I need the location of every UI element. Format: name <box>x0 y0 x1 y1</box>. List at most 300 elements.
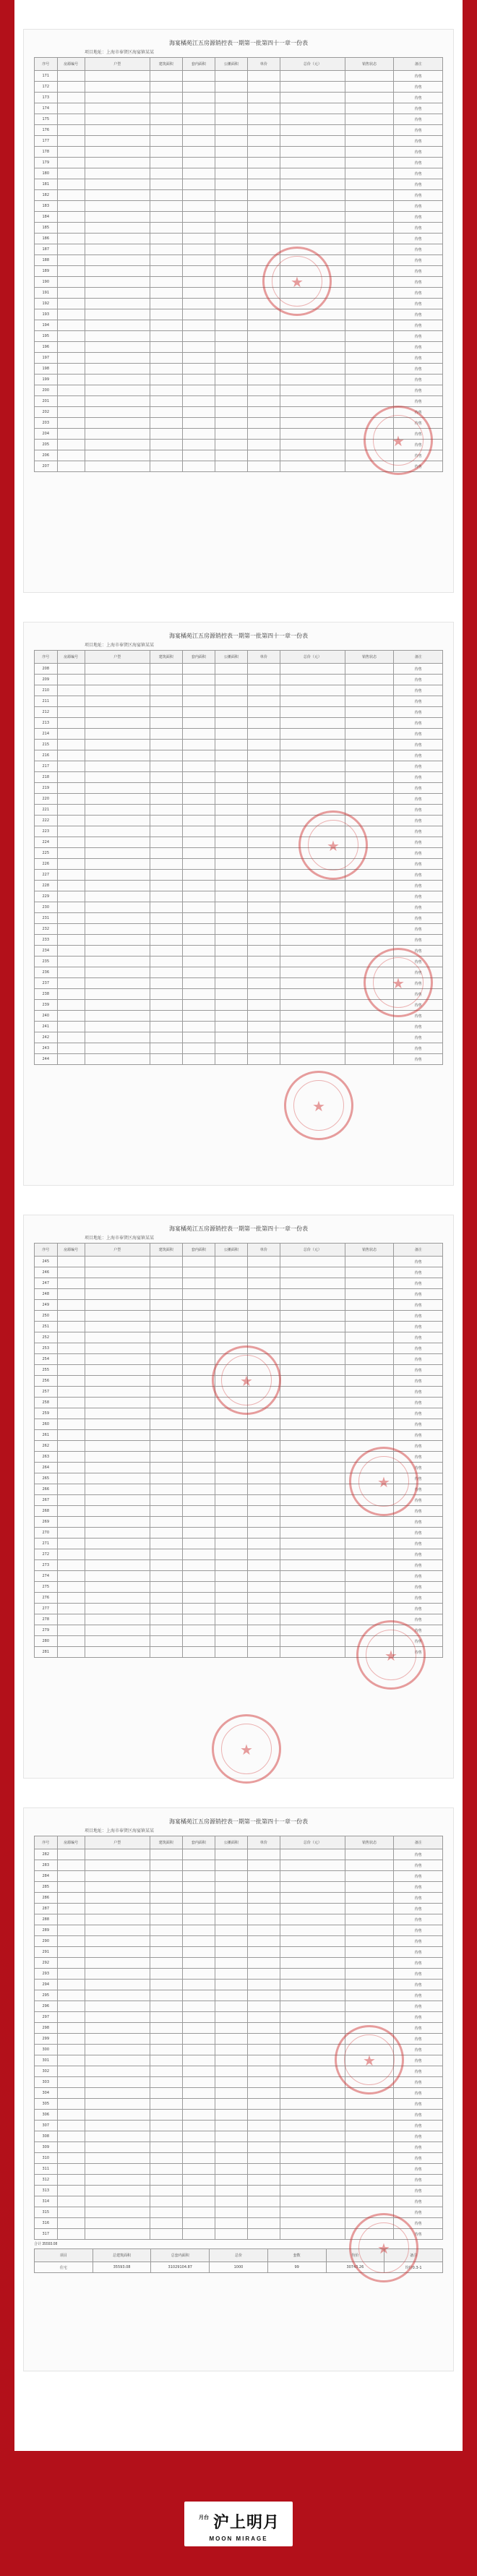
column-header: 销售状态 <box>345 1244 394 1257</box>
table-cell: 待售 <box>394 1539 443 1549</box>
table-cell <box>150 461 182 472</box>
table-cell <box>182 299 215 309</box>
table-cell <box>280 1958 345 1969</box>
table-cell <box>182 288 215 299</box>
table-row <box>35 848 443 859</box>
table-cell <box>280 1871 345 1882</box>
table-cell <box>345 1593 394 1604</box>
table-cell <box>57 1990 85 2001</box>
table-cell <box>85 1969 150 1980</box>
table-cell <box>57 1387 85 1398</box>
table-cell <box>345 2218 394 2229</box>
table-cell <box>247 1549 280 1560</box>
table-cell: 待售 <box>394 2229 443 2240</box>
table-cell <box>182 1473 215 1484</box>
table-cell <box>215 2110 247 2121</box>
table-cell <box>345 440 394 450</box>
table-cell <box>215 1000 247 1011</box>
table-row <box>35 1593 443 1604</box>
table-cell <box>247 859 280 870</box>
total-line: 合计 35593.08 <box>34 2242 58 2246</box>
table-cell <box>182 2153 215 2164</box>
table-cell: 待售 <box>394 1560 443 1571</box>
table-cell <box>85 2034 150 2045</box>
table-cell: 263 <box>35 1452 58 1463</box>
table-cell: 待售 <box>394 1904 443 1914</box>
table-cell <box>150 902 182 913</box>
table-cell: 248 <box>35 1289 58 1300</box>
table-cell: 292 <box>35 1958 58 1969</box>
table-cell <box>280 675 345 685</box>
table-cell <box>247 1593 280 1604</box>
table-cell <box>150 1980 182 1990</box>
table-cell <box>150 375 182 385</box>
table-cell <box>182 2066 215 2077</box>
table-cell <box>150 2142 182 2153</box>
table-row <box>35 826 443 837</box>
summary-cell: 30743.26 <box>326 2262 384 2273</box>
table-cell <box>150 1849 182 1860</box>
table-cell <box>57 2131 85 2142</box>
table-cell <box>345 461 394 472</box>
table-cell <box>182 2045 215 2055</box>
table-cell <box>345 913 394 924</box>
table-cell <box>215 396 247 407</box>
table-cell <box>85 1893 150 1904</box>
table-cell <box>280 147 345 158</box>
table-cell <box>57 1571 85 1582</box>
table-row <box>35 255 443 266</box>
table-cell <box>247 1990 280 2001</box>
table-cell <box>345 136 394 147</box>
table-cell: 待售 <box>394 2142 443 2153</box>
table-cell <box>345 1343 394 1354</box>
table-cell <box>345 1022 394 1032</box>
table-cell <box>57 1354 85 1365</box>
table-cell <box>280 2186 345 2196</box>
table-cell <box>215 320 247 331</box>
table-cell <box>247 2142 280 2153</box>
table-cell <box>247 255 280 266</box>
table-cell <box>85 223 150 234</box>
table-cell <box>247 1506 280 1517</box>
table-cell <box>150 234 182 244</box>
table-cell <box>345 729 394 740</box>
table-cell: 待售 <box>394 1506 443 1517</box>
table-row <box>35 244 443 255</box>
table-cell: 待售 <box>394 772 443 783</box>
table-cell <box>150 2110 182 2121</box>
table-row <box>35 136 443 147</box>
table-cell: 285 <box>35 1882 58 1893</box>
table-cell <box>57 696 85 707</box>
table-cell: 待售 <box>394 783 443 794</box>
table-cell <box>150 1463 182 1473</box>
table-cell <box>247 1604 280 1614</box>
table-cell: 待售 <box>394 1257 443 1267</box>
table-cell: 307 <box>35 2121 58 2131</box>
table-row <box>35 2153 443 2164</box>
table-cell <box>215 1506 247 1517</box>
table-cell <box>150 2023 182 2034</box>
table-row <box>35 740 443 750</box>
table-cell <box>85 244 150 255</box>
table-cell <box>247 1257 280 1267</box>
table-cell <box>57 1936 85 1947</box>
table-cell: 待售 <box>394 2088 443 2099</box>
table-cell <box>215 826 247 837</box>
table-cell <box>85 2110 150 2121</box>
table-row <box>35 2055 443 2066</box>
table-cell <box>182 1604 215 1614</box>
table-row <box>35 2066 443 2077</box>
table-cell <box>247 1054 280 1065</box>
table-cell <box>345 147 394 158</box>
table-cell <box>150 729 182 740</box>
table-cell <box>85 2196 150 2207</box>
table-cell: 待售 <box>394 1549 443 1560</box>
table-cell <box>345 1376 394 1387</box>
table-row <box>35 2045 443 2055</box>
table-cell <box>345 935 394 946</box>
table-cell <box>57 848 85 859</box>
table-row <box>35 1958 443 1969</box>
register-table <box>34 1836 443 2240</box>
table-cell <box>182 2012 215 2023</box>
table-cell: 243 <box>35 1043 58 1054</box>
table-cell <box>215 1560 247 1571</box>
table-cell: 待售 <box>394 1947 443 1958</box>
table-row <box>35 772 443 783</box>
table-cell <box>182 1506 215 1517</box>
table-cell: 待售 <box>394 429 443 440</box>
table-row <box>35 913 443 924</box>
table-cell: 201 <box>35 396 58 407</box>
table-cell: 250 <box>35 1311 58 1322</box>
table-cell <box>182 168 215 179</box>
table-row <box>35 881 443 891</box>
table-cell <box>85 1936 150 1947</box>
table-cell <box>280 989 345 1000</box>
table-cell <box>57 255 85 266</box>
table-cell <box>182 891 215 902</box>
table-cell <box>57 331 85 342</box>
table-cell <box>280 418 345 429</box>
table-cell <box>85 859 150 870</box>
table-cell <box>182 385 215 396</box>
table-cell: 待售 <box>394 1860 443 1871</box>
table-cell <box>345 2142 394 2153</box>
table-cell <box>182 1300 215 1311</box>
table-cell <box>182 1022 215 1032</box>
table-cell <box>247 179 280 190</box>
table-cell <box>182 2164 215 2175</box>
table-cell <box>247 375 280 385</box>
table-cell <box>247 299 280 309</box>
table-cell <box>150 1914 182 1925</box>
table-cell: 215 <box>35 740 58 750</box>
table-cell <box>247 158 280 168</box>
table-cell <box>150 1947 182 1958</box>
table-cell <box>280 2034 345 2045</box>
table-cell <box>215 816 247 826</box>
table-cell <box>85 1441 150 1452</box>
table-cell <box>345 450 394 461</box>
table-cell: 294 <box>35 1980 58 1990</box>
table-cell: 待售 <box>394 750 443 761</box>
table-cell <box>215 2153 247 2164</box>
table-cell <box>150 244 182 255</box>
table-cell <box>247 1343 280 1354</box>
table-row <box>35 2196 443 2207</box>
table-cell <box>247 1625 280 1636</box>
table-cell <box>247 1914 280 1925</box>
table-cell <box>345 1871 394 1882</box>
table-cell <box>57 299 85 309</box>
table-cell <box>57 1517 85 1528</box>
table-cell: 247 <box>35 1278 58 1289</box>
table-cell <box>345 125 394 136</box>
table-cell <box>345 1904 394 1914</box>
table-cell <box>280 870 345 881</box>
table-cell <box>182 1914 215 1925</box>
table-cell <box>345 1990 394 2001</box>
table-cell <box>247 1871 280 1882</box>
table-cell <box>85 114 150 125</box>
table-cell <box>345 1484 394 1495</box>
register-table <box>34 650 443 1065</box>
table-cell <box>247 93 280 103</box>
table-cell <box>150 1528 182 1539</box>
table-cell <box>247 1452 280 1463</box>
table-row <box>35 1614 443 1625</box>
table-cell: 待售 <box>394 1000 443 1011</box>
table-cell <box>182 1936 215 1947</box>
table-cell <box>345 234 394 244</box>
table-cell <box>182 2186 215 2196</box>
table-cell <box>57 2121 85 2131</box>
table-cell <box>247 429 280 440</box>
table-cell: 待售 <box>394 967 443 978</box>
table-cell <box>57 288 85 299</box>
table-cell <box>85 201 150 212</box>
table-cell <box>215 1311 247 1322</box>
table-cell: 待售 <box>394 158 443 168</box>
table-cell: 236 <box>35 967 58 978</box>
table-cell <box>345 1582 394 1593</box>
table-cell <box>247 407 280 418</box>
table-cell <box>345 1604 394 1614</box>
table-cell <box>280 837 345 848</box>
table-cell <box>247 82 280 93</box>
table-row <box>35 125 443 136</box>
table-cell: 待售 <box>394 1332 443 1343</box>
table-cell <box>215 1593 247 1604</box>
table-cell <box>150 675 182 685</box>
table-cell <box>247 1441 280 1452</box>
table-cell <box>150 2034 182 2045</box>
table-cell <box>85 1980 150 1990</box>
table-cell <box>85 2218 150 2229</box>
table-cell <box>280 902 345 913</box>
table-cell: 待售 <box>394 418 443 429</box>
column-header: 建筑面积 <box>150 58 182 71</box>
table-cell: 待售 <box>394 1593 443 1604</box>
table-cell <box>345 1430 394 1441</box>
table-cell <box>247 1043 280 1054</box>
column-header: 户型 <box>85 1244 150 1257</box>
table-cell <box>182 407 215 418</box>
table-cell <box>150 2066 182 2077</box>
table-cell <box>280 707 345 718</box>
table-cell: 181 <box>35 179 58 190</box>
table-cell: 待售 <box>394 71 443 82</box>
table-cell <box>57 1332 85 1343</box>
table-cell: 200 <box>35 385 58 396</box>
table-cell <box>150 1322 182 1332</box>
table-cell: 待售 <box>394 1484 443 1495</box>
table-cell: 202 <box>35 407 58 418</box>
table-cell <box>215 1300 247 1311</box>
table-cell <box>215 750 247 761</box>
table-cell <box>182 244 215 255</box>
table-row <box>35 396 443 407</box>
column-header: 公摊面积 <box>215 651 247 664</box>
table-cell <box>182 71 215 82</box>
table-cell: 待售 <box>394 299 443 309</box>
table-cell <box>57 957 85 967</box>
table-cell <box>280 114 345 125</box>
column-header: 套内面积 <box>182 1836 215 1849</box>
table-cell <box>215 1849 247 1860</box>
table-cell <box>150 201 182 212</box>
table-cell: 308 <box>35 2131 58 2142</box>
table-cell <box>280 924 345 935</box>
summary-cell: 35593.08 <box>93 2262 151 2273</box>
table-row <box>35 1560 443 1571</box>
table-cell <box>345 1882 394 1893</box>
sheet-subtitle: 项目地址：上海市奉贤区海宴镇某某 <box>85 643 155 648</box>
table-cell <box>247 1354 280 1365</box>
table-cell <box>150 1354 182 1365</box>
table-cell <box>85 2066 150 2077</box>
table-cell <box>150 288 182 299</box>
summary-header: 总建筑面积 <box>93 2249 151 2262</box>
table-cell <box>57 364 85 375</box>
table-cell <box>85 783 150 794</box>
table-cell: 216 <box>35 750 58 761</box>
table-cell <box>280 1311 345 1322</box>
table-cell <box>247 190 280 201</box>
table-cell <box>345 396 394 407</box>
table-cell <box>345 1936 394 1947</box>
table-cell <box>182 978 215 989</box>
table-cell <box>247 1893 280 1904</box>
table-cell <box>247 71 280 82</box>
table-cell <box>57 1398 85 1408</box>
table-cell <box>182 772 215 783</box>
table-cell <box>150 353 182 364</box>
table-cell <box>345 429 394 440</box>
table-cell <box>280 740 345 750</box>
table-cell <box>57 1043 85 1054</box>
table-cell <box>150 1054 182 1065</box>
table-cell <box>215 1278 247 1289</box>
table-cell <box>215 168 247 179</box>
table-cell <box>280 935 345 946</box>
table-cell <box>280 158 345 168</box>
table-cell <box>57 450 85 461</box>
table-cell <box>150 1860 182 1871</box>
table-cell <box>345 805 394 816</box>
table-cell <box>280 2023 345 2034</box>
table-cell <box>215 794 247 805</box>
table-cell <box>85 1387 150 1398</box>
table-cell <box>280 805 345 816</box>
table-cell <box>280 1625 345 1636</box>
table-cell: 待售 <box>394 114 443 125</box>
table-cell: 245 <box>35 1257 58 1267</box>
table-cell <box>150 1560 182 1571</box>
table-cell: 待售 <box>394 1893 443 1904</box>
column-header: 建筑面积 <box>150 651 182 664</box>
table-cell <box>57 212 85 223</box>
table-cell <box>150 1539 182 1549</box>
brand-name-en: MOON MIRAGE <box>209 2536 268 2542</box>
table-cell: 待售 <box>394 1300 443 1311</box>
table-cell <box>150 1419 182 1430</box>
table-cell <box>85 935 150 946</box>
table-cell <box>280 664 345 675</box>
table-cell <box>215 2196 247 2207</box>
table-cell <box>182 2218 215 2229</box>
table-cell <box>215 190 247 201</box>
table-row <box>35 1022 443 1032</box>
table-cell <box>85 1604 150 1614</box>
table-row <box>35 103 443 114</box>
table-cell <box>57 664 85 675</box>
table-cell <box>215 1376 247 1387</box>
table-cell <box>57 935 85 946</box>
table-cell <box>150 1904 182 1914</box>
table-row <box>35 1430 443 1441</box>
table-cell <box>215 1495 247 1506</box>
table-cell <box>280 2121 345 2131</box>
table-cell <box>57 1506 85 1517</box>
table-cell <box>215 2142 247 2153</box>
table-cell <box>57 1947 85 1958</box>
table-cell <box>215 277 247 288</box>
table-cell <box>280 1517 345 1528</box>
table-cell <box>85 299 150 309</box>
table-cell <box>182 924 215 935</box>
brand-name-cn: 沪上明月 <box>212 2514 280 2532</box>
table-cell <box>280 93 345 103</box>
table-cell: 249 <box>35 1300 58 1311</box>
table-cell <box>182 1882 215 1893</box>
table-cell <box>57 375 85 385</box>
column-header: 单价 <box>247 58 280 71</box>
table-cell <box>280 1452 345 1463</box>
table-cell <box>345 190 394 201</box>
table-cell <box>215 2186 247 2196</box>
table-cell <box>182 158 215 168</box>
table-cell <box>280 82 345 93</box>
table-cell <box>150 255 182 266</box>
table-cell <box>57 2196 85 2207</box>
table-cell <box>215 1958 247 1969</box>
table-cell <box>345 342 394 353</box>
